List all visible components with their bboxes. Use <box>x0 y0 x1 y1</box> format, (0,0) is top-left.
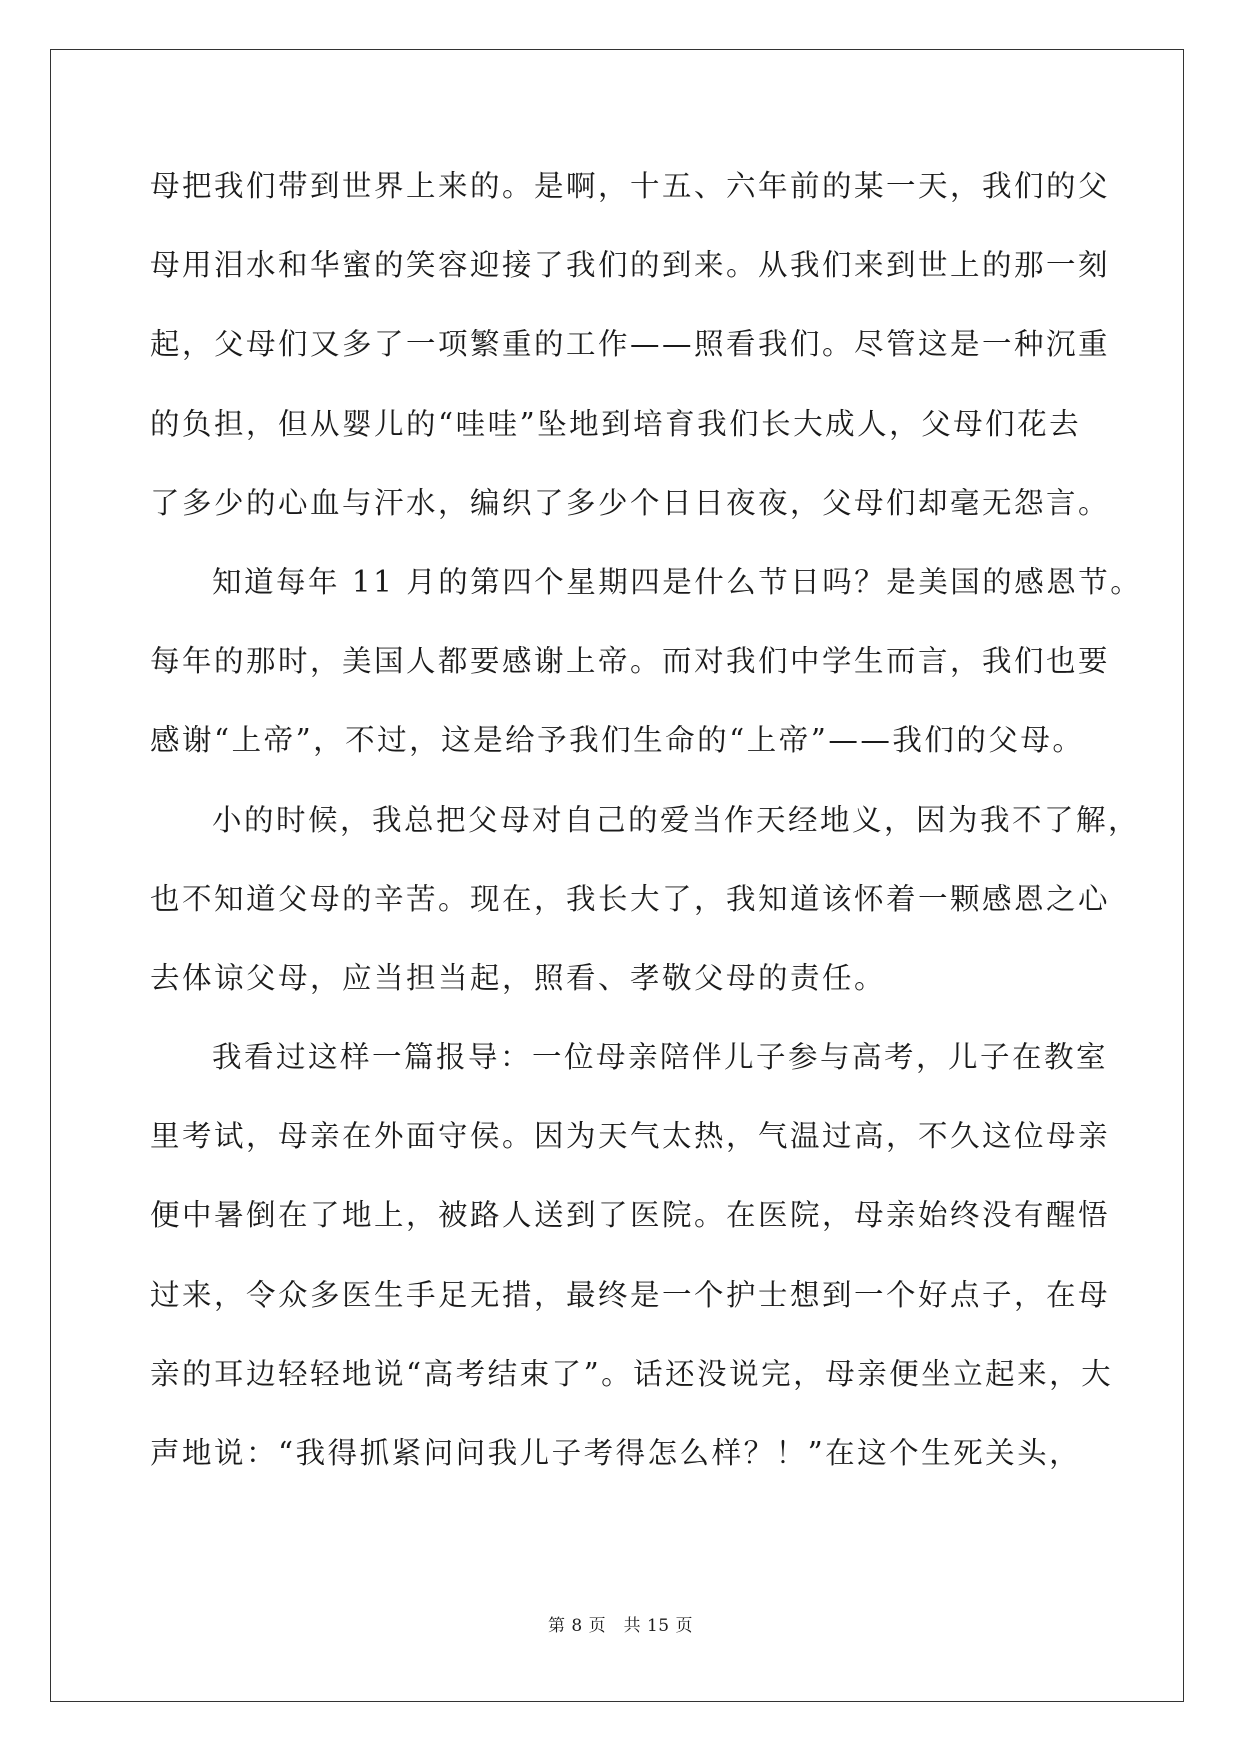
paragraph-3 <box>150 794 1141 1032</box>
text-line: 声地说：“我得抓紧问问我儿子考得怎么样？！”在这个生死关头， <box>150 1436 1082 1470</box>
text-line: 里考试，母亲在外面守侯。因为天气太热，气温过高，不久这位母亲 <box>150 1119 1111 1154</box>
text-line: 感谢“上帝”，不过，这是给予我们生命的“上帝”——我们的父母。 <box>150 723 1085 758</box>
page-number-footer: 第 8 页 共 15 页 <box>547 1616 694 1636</box>
paragraph-4 <box>150 1031 1114 1506</box>
text-line: 也不知道父母的辛苦。现在，我长大了，我知道该怀着一颗感恩之心 <box>150 881 1111 916</box>
text-line: 母用泪水和华蜜的笑容迎接了我们的到来。从我们来到世上的那一刻 <box>150 248 1111 283</box>
text-line: 知道每年 11 月的第四个星期四是什么节日吗？是美国的感恩节。 <box>212 564 1143 599</box>
text-line: 小的时候，我总把父母对自己的爱当作天经地义，因为我不了解， <box>212 802 1141 837</box>
text-line: 的负担，但从婴儿的“哇哇”坠地到培育我们长大成人，父母们花去 <box>150 406 1082 441</box>
text-line: 去体谅父母，应当担当起，照看、孝敬父母的责任。 <box>150 960 887 995</box>
paragraph-1 <box>150 160 1111 556</box>
text-line: 了多少的心血与汗水，编织了多少个日日夜夜，父母们却毫无怨言。 <box>150 485 1111 520</box>
text-line: 便中暑倒在了地上，被路人送到了医院。在医院，母亲始终没有醒悟 <box>150 1198 1111 1233</box>
text-line: 起，父母们又多了一项繁重的工作——照看我们。尽管这是一种沉重 <box>150 327 1111 362</box>
text-line: 过来，令众多医生手足无措，最终是一个护士想到一个好点子，在母 <box>150 1277 1111 1312</box>
text-line: 我看过这样一篇报导：一位母亲陪伴儿子参与高考，儿子在教室 <box>212 1040 1109 1075</box>
text-line: 亲的耳边轻轻地说“高考结束了”。话还没说完，母亲便坐立起来，大 <box>150 1356 1114 1391</box>
document-body <box>150 160 1143 1506</box>
text-line: 母把我们带到世界上来的。是啊，十五、六年前的某一天，我们的父 <box>150 169 1111 203</box>
text-line: 每年的那时，美国人都要感谢上帝。而对我们中学生而言，我们也要 <box>150 644 1111 679</box>
paragraph-2 <box>150 556 1143 794</box>
